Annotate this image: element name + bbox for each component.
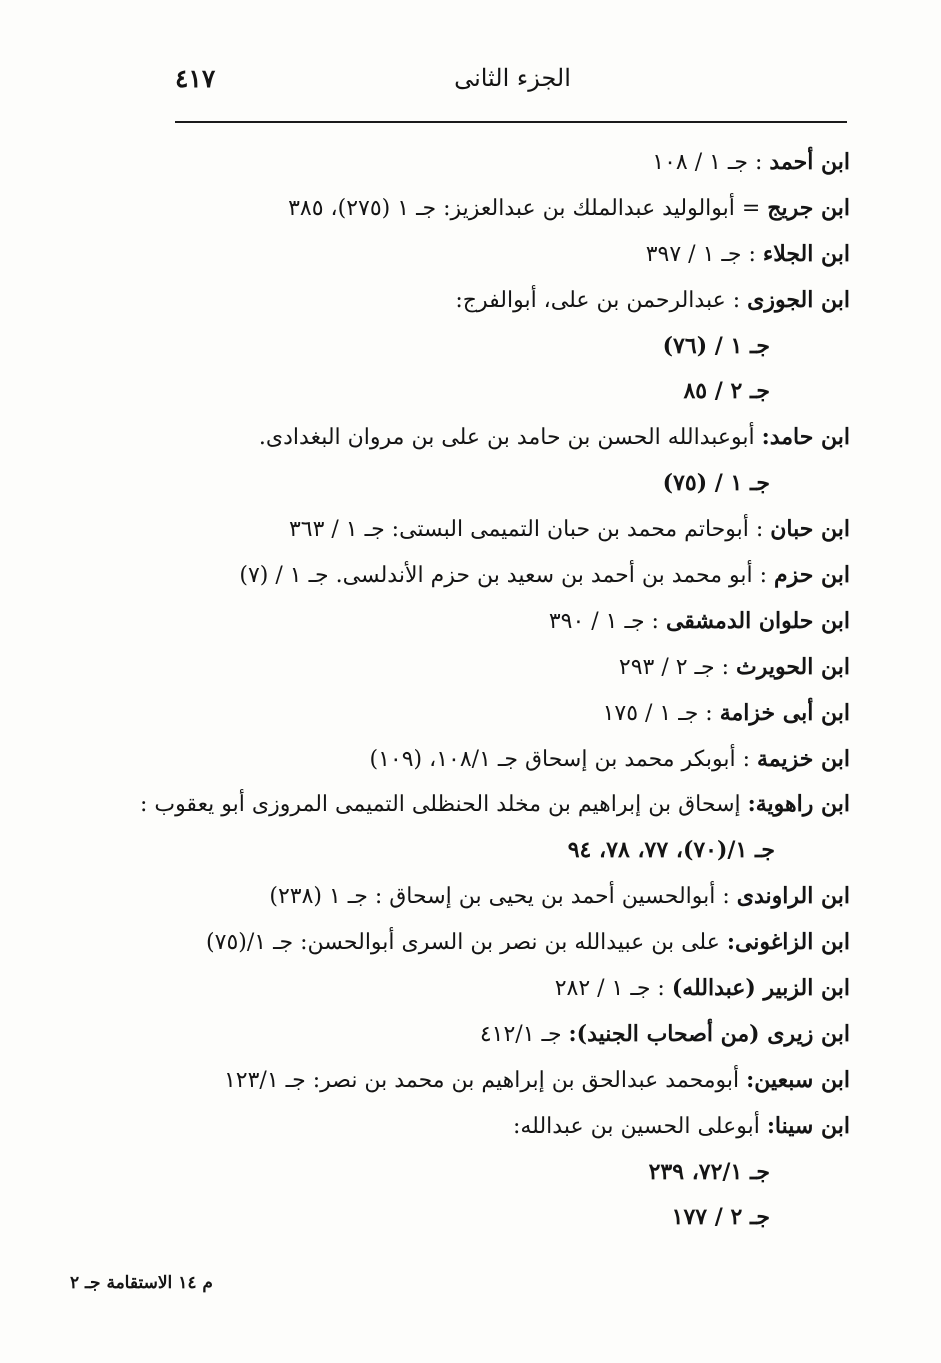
footer-signature: م ١٤ الاستقامة جـ ٢ — [70, 1273, 213, 1293]
index-entry: ابن الراوندى : أبوالحسين أحمد بن يحيى بن إسحاق : جـ ١ (٢٣٨) — [269, 883, 850, 910]
index-entry: ابن أحمد : جـ ١ / ١٠٨ — [652, 149, 850, 175]
index-continuation: جـ ١/(٧٠)، ٧٧، ٧٨، ٩٤ — [567, 837, 775, 864]
index-entry: ابن جريج = أبوالوليد عبدالملك بن عبدالعزيز: جـ ١ (٢٧٥)، ٣٨٥ — [288, 194, 850, 221]
index-entries — [139, 140, 850, 1240]
page-header — [175, 58, 850, 102]
running-title: الجزء الثانى — [454, 64, 571, 92]
index-entry: ابن الحويرث : جـ ٢ / ٢٩٣ — [618, 653, 850, 680]
index-entry: ابن حبان : أبوحاتم محمد بن حبان التميمى البستى: جـ ١ / ٣٦٣ — [288, 516, 850, 543]
index-entry: ابن حامد: أبوعبدالله الحسن بن حامد بن على بن مروان البغدادى. — [258, 424, 850, 451]
index-entry: ابن سبعين: أبومحمد عبدالحق بن إبراهيم بن محمد بن نصر: جـ ١٢٣/١ — [223, 1066, 850, 1093]
index-subentry: جـ ٢ / ١٧٧ — [671, 1204, 770, 1231]
index-entry: ابن الجلاء : جـ ١ / ٣٩٧ — [645, 240, 850, 267]
index-entry: ابن حلوان الدمشقى : جـ ١ / ٣٩٠ — [548, 607, 850, 634]
header-rule — [175, 121, 847, 123]
index-entry: ابن حزم : أبو محمد بن أحمد بن سعيد بن حزم الأندلسى. جـ ١ / (٧) — [239, 562, 850, 589]
index-entry: ابن الزاغونى: على بن عبيدالله بن نصر بن السرى أبوالحسن: جـ ١/(٧٥) — [206, 929, 850, 956]
index-entry: ابن الجوزى : عبدالرحمن بن على، أبوالفرج: — [455, 286, 850, 313]
index-subentry: جـ ٧٢/١، ٢٣٩ — [648, 1158, 770, 1185]
index-subentry: جـ ٢ / ٨٥ — [683, 378, 770, 405]
index-entry: ابن زيرى (من أصحاب الجنيد): جـ ٤١٢/١ — [479, 1020, 850, 1047]
index-entry: ابن الزبير (عبدالله) : جـ ١ / ٢٨٢ — [554, 975, 850, 1002]
page-number: ٤١٧ — [175, 64, 216, 93]
index-entry: ابن أبى خزامة : جـ ١ / ١٧٥ — [602, 699, 850, 726]
index-subentry: جـ ١ / (٧٦) — [662, 332, 770, 359]
index-subentry: جـ ١ / (٧٥) — [662, 470, 770, 497]
index-entry: ابن سينا: أبوعلى الحسين بن عبدالله: — [512, 1112, 850, 1139]
index-entry: ابن خزيمة : أبوبكر محمد بن إسحاق جـ ١٠٨/١، (١٠٩) — [369, 745, 850, 772]
index-entry: ابن راهوية: إسحاق بن إبراهيم بن مخلد الحنظلى التميمى المروزى أبو يعقوب : — [139, 791, 850, 818]
